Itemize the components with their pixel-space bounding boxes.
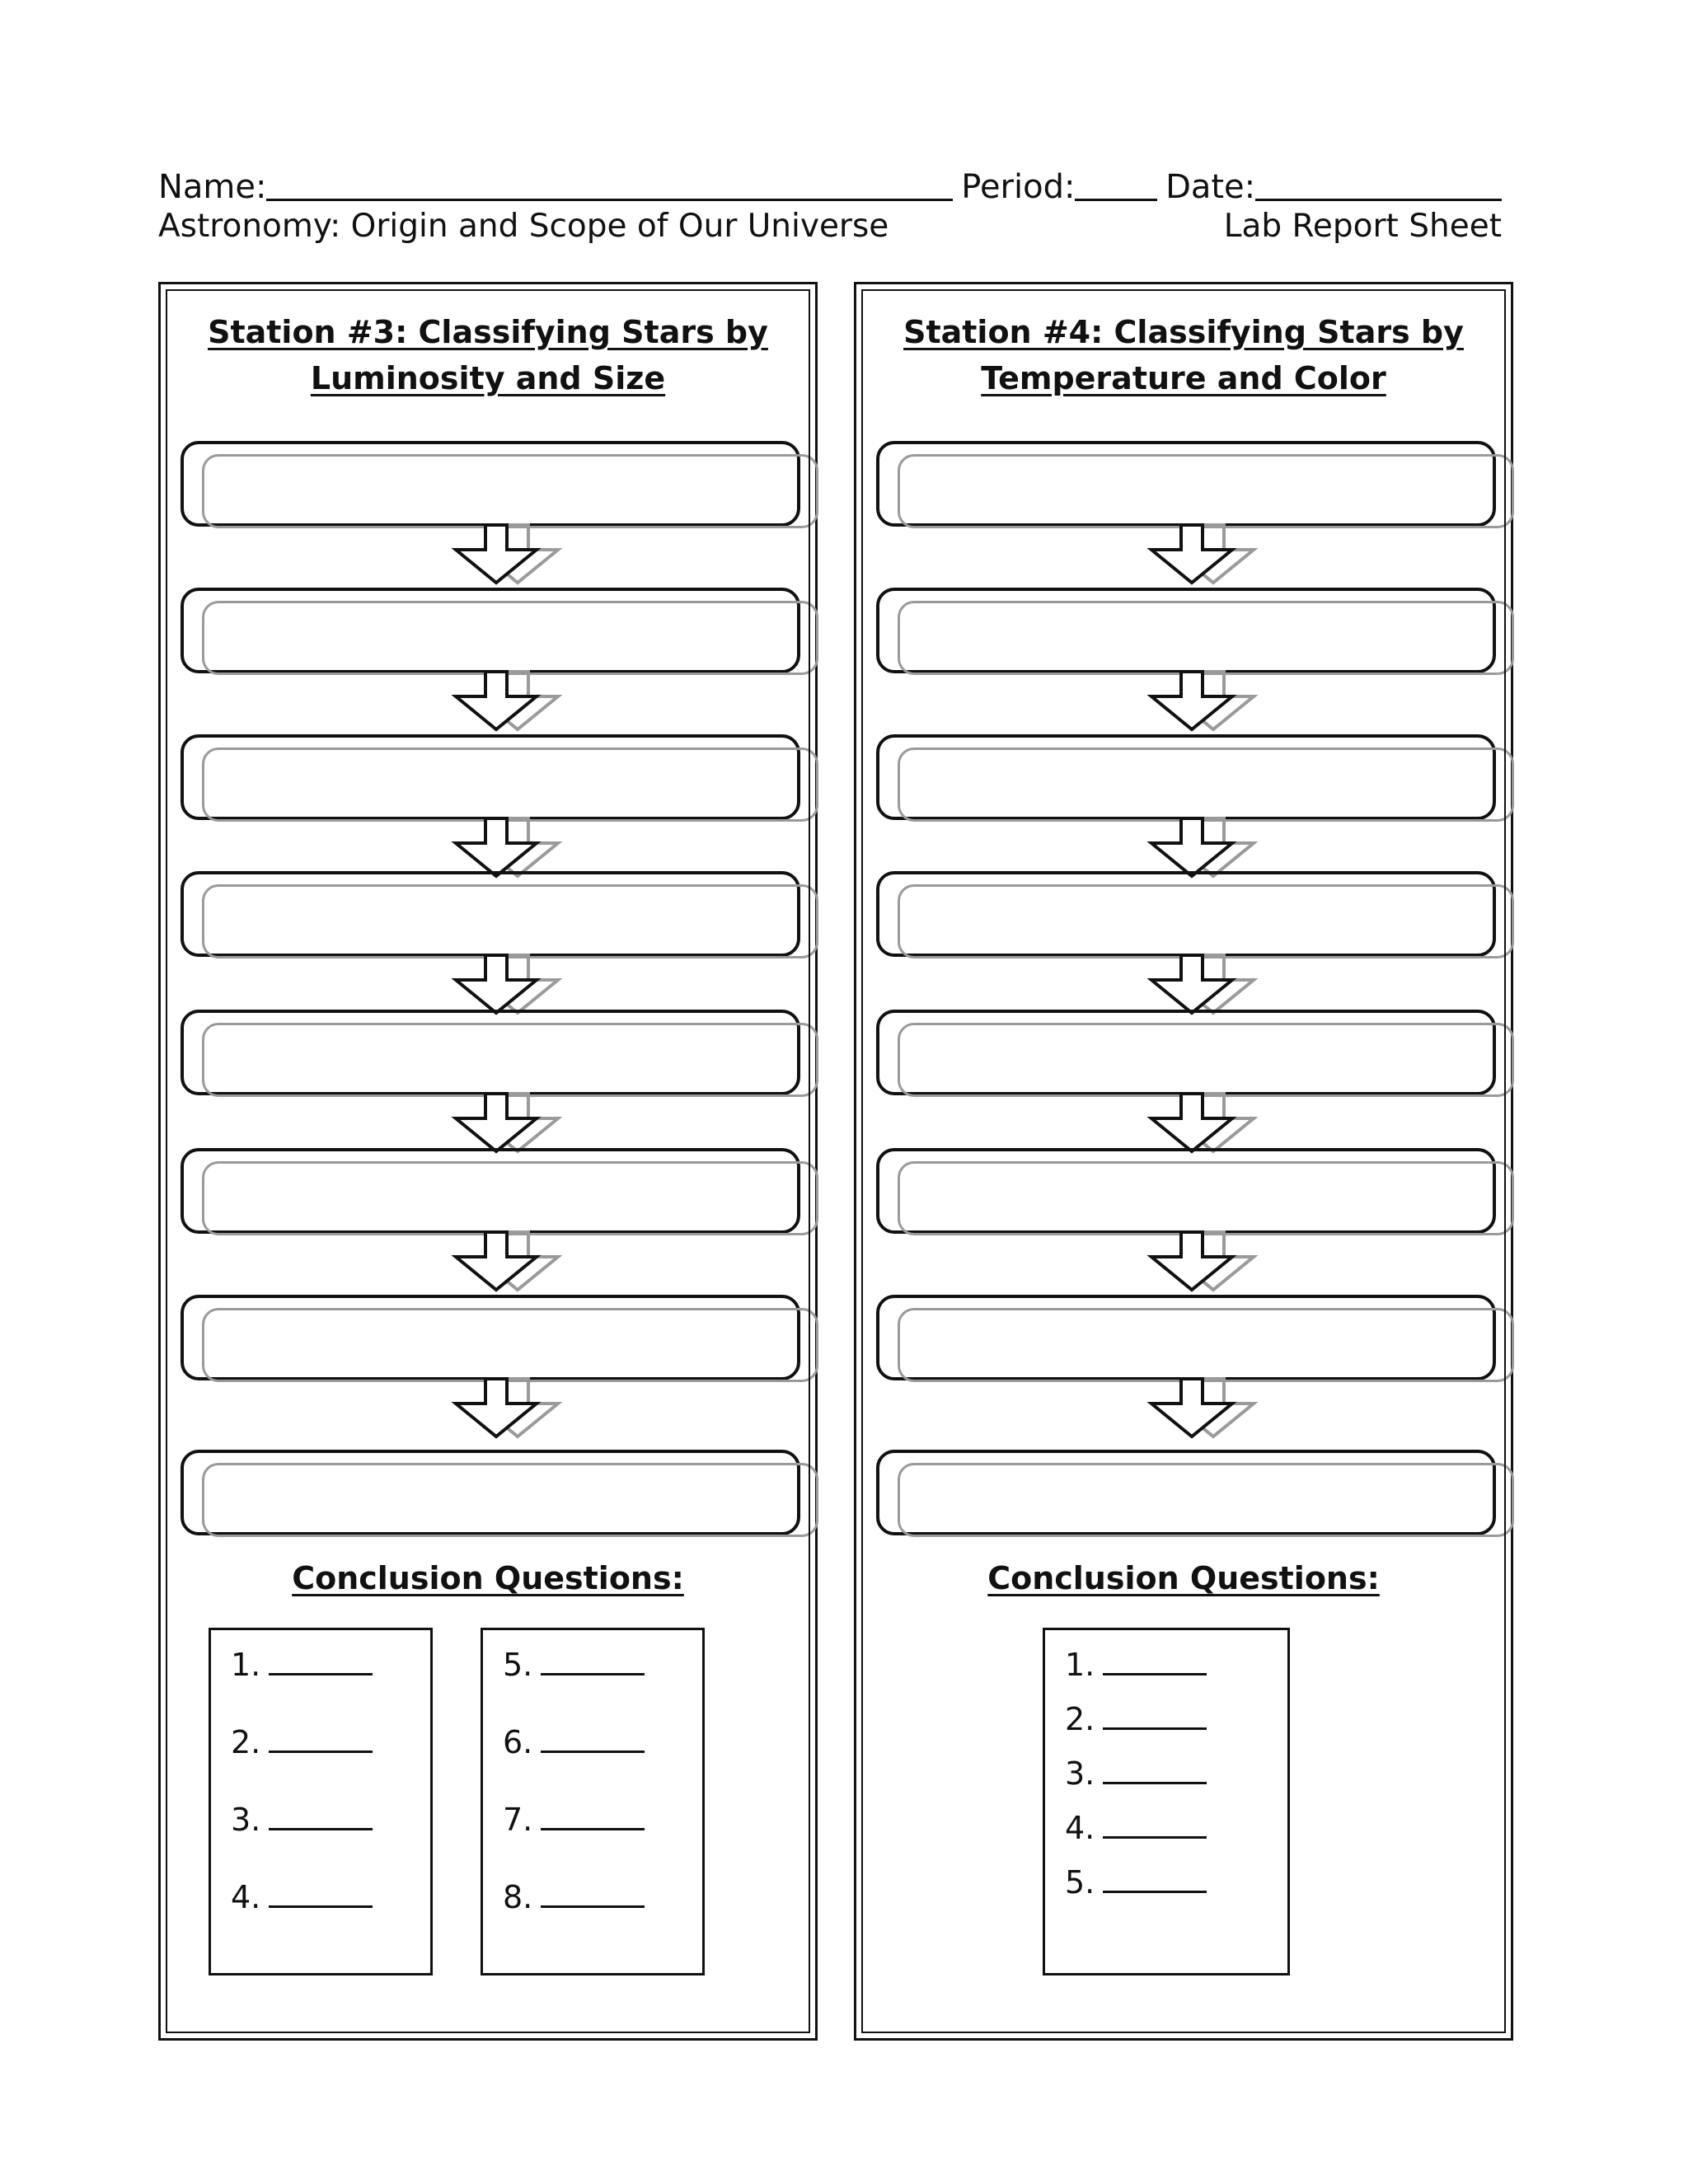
question-number: 4. [1065, 1810, 1095, 1846]
station-3-step-box[interactable] [181, 441, 800, 527]
answer-blank[interactable] [269, 1726, 373, 1753]
question-answer-item [503, 1647, 702, 1683]
answer-blank[interactable] [269, 1648, 373, 1675]
down-arrow-icon [439, 668, 563, 734]
answer-blank[interactable] [541, 1881, 645, 1908]
station-3-step-box[interactable] [181, 734, 800, 820]
question-number: 1. [231, 1647, 261, 1683]
station-3-step-box[interactable] [181, 588, 800, 673]
down-arrow-icon [439, 1090, 563, 1156]
down-arrow-icon [1135, 1090, 1259, 1156]
answer-blank[interactable] [1103, 1866, 1207, 1893]
down-arrow-icon [1135, 668, 1259, 734]
question-number: 2. [231, 1724, 261, 1760]
station-3-step-box[interactable] [181, 871, 800, 957]
question-answer-item [503, 1724, 702, 1760]
question-number: 6. [503, 1724, 533, 1760]
question-number: 3. [1065, 1755, 1095, 1792]
sheet-title: Lab Report Sheet [1223, 208, 1502, 245]
station-3-panel [158, 282, 818, 2041]
question-number: 5. [1065, 1864, 1095, 1900]
station-4-step-box[interactable] [876, 1450, 1496, 1535]
station-3-step-box[interactable] [181, 1450, 800, 1535]
down-arrow-icon [1135, 1376, 1259, 1441]
down-arrow-icon [1135, 952, 1259, 1018]
down-arrow-icon [439, 1229, 563, 1295]
name-field[interactable] [266, 166, 953, 201]
down-arrow-icon [1135, 1229, 1259, 1295]
station-4-title-line1: Station #4: Classifying Stars by [903, 314, 1464, 350]
question-answer-item [231, 1647, 430, 1683]
question-answer-item [231, 1879, 430, 1915]
answer-blank[interactable] [541, 1648, 645, 1675]
question-number: 8. [503, 1879, 533, 1915]
station-3-step-box[interactable] [181, 1295, 800, 1380]
down-arrow-icon [439, 815, 563, 881]
down-arrow-icon [1135, 522, 1259, 588]
course-title: Astronomy: Origin and Scope of Our Universe [158, 208, 889, 245]
question-number: 1. [1065, 1647, 1095, 1683]
date-label: Date: [1165, 168, 1256, 206]
station-3-step-box[interactable] [181, 1148, 800, 1234]
down-arrow-icon [439, 1376, 563, 1441]
station-4-step-box[interactable] [876, 871, 1496, 957]
station-3-conclusion-title: Conclusion Questions: [292, 1560, 684, 1596]
header-subtitle-row [158, 208, 1502, 245]
question-number: 2. [1065, 1701, 1095, 1737]
station-3-questions-box-2 [481, 1628, 705, 1975]
question-number: 7. [503, 1802, 533, 1838]
question-answer-item [1065, 1647, 1287, 1683]
question-answer-item [1065, 1701, 1287, 1737]
station-4-step-box[interactable] [876, 1148, 1496, 1234]
station-3-title [161, 309, 815, 401]
question-answer-item [231, 1724, 430, 1760]
station-3-questions-col1 [231, 1647, 430, 1915]
station-4-conclusion-title: Conclusion Questions: [987, 1560, 1380, 1596]
station-4-step-box[interactable] [876, 1010, 1496, 1095]
answer-blank[interactable] [541, 1803, 645, 1830]
station-4-title-line2: Temperature and Color [981, 360, 1386, 396]
station-4-questions-col1 [1065, 1647, 1287, 1900]
station-3-title-line1: Station #3: Classifying Stars by [208, 314, 768, 350]
question-answer-item [503, 1879, 702, 1915]
question-number: 5. [503, 1647, 533, 1683]
worksheet-header [158, 160, 1502, 245]
date-field[interactable] [1255, 166, 1502, 201]
question-answer-item [1065, 1864, 1287, 1900]
period-label: Period: [961, 168, 1076, 206]
station-4-step-box[interactable] [876, 441, 1496, 527]
station-4-step-box[interactable] [876, 734, 1496, 820]
station-3-questions-box-1 [209, 1628, 433, 1975]
period-field[interactable] [1075, 166, 1157, 201]
answer-blank[interactable] [1103, 1811, 1207, 1839]
station-3-step-box[interactable] [181, 1010, 800, 1095]
down-arrow-icon [1135, 815, 1259, 881]
station-4-questions-box [1043, 1628, 1290, 1975]
question-number: 4. [231, 1879, 261, 1915]
question-answer-item [1065, 1755, 1287, 1792]
down-arrow-icon [439, 522, 563, 588]
header-fields-row [158, 160, 1502, 206]
station-4-step-box[interactable] [876, 588, 1496, 673]
station-3-questions-col2 [503, 1647, 702, 1915]
question-answer-item [231, 1802, 430, 1838]
question-number: 3. [231, 1802, 261, 1838]
question-answer-item [503, 1802, 702, 1838]
station-3-title-line2: Luminosity and Size [310, 360, 666, 396]
question-answer-item [1065, 1810, 1287, 1846]
answer-blank[interactable] [1103, 1757, 1207, 1784]
answer-blank[interactable] [1103, 1648, 1207, 1675]
name-label: Name: [158, 168, 267, 206]
answer-blank[interactable] [269, 1803, 373, 1830]
answer-blank[interactable] [541, 1726, 645, 1753]
station-4-panel [854, 282, 1513, 2041]
station-4-title [856, 309, 1511, 401]
answer-blank[interactable] [1103, 1703, 1207, 1730]
down-arrow-icon [439, 952, 563, 1018]
answer-blank[interactable] [269, 1881, 373, 1908]
station-4-step-box[interactable] [876, 1295, 1496, 1380]
